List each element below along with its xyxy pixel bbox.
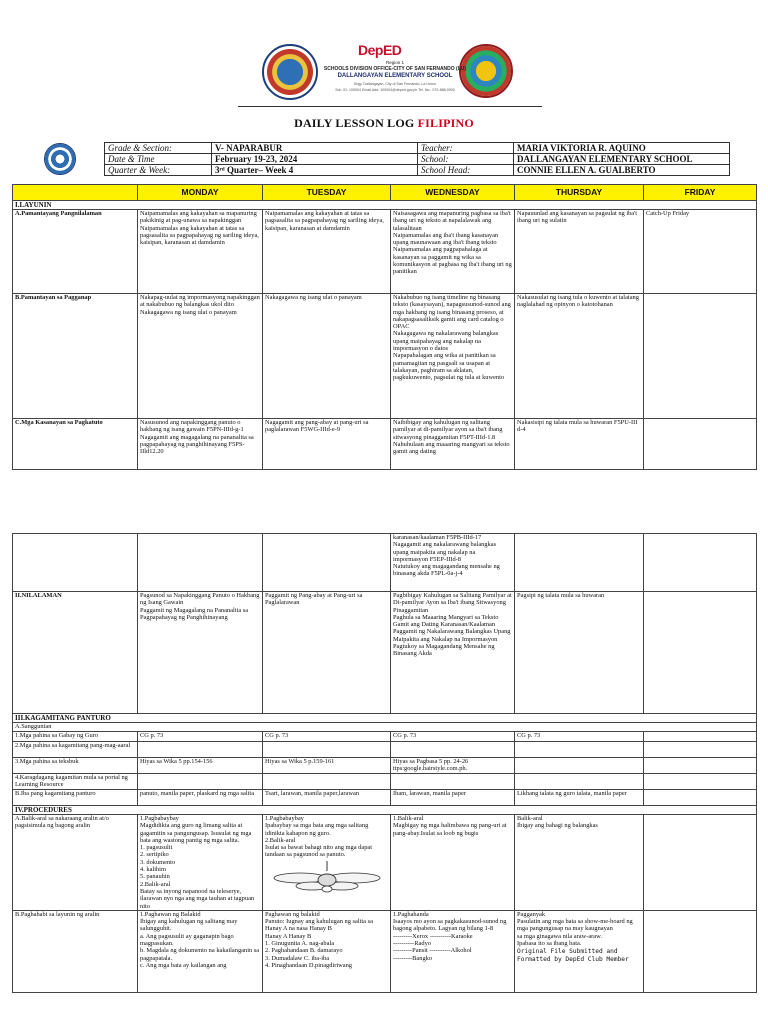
table-row-balik-aral <box>13 815 757 911</box>
ceiling-fan-illustration <box>272 861 382 899</box>
cell-tuesday-text: 1.Pagbabaybay Ipabaybay sa mga bata ang mga salitang idinikta kahapon ng guro. 2.Balik-aral Isulat sa bawat bahagi nito ang mga dapat tandaan sa pagsunod sa panuto. <box>265 815 373 859</box>
row-label: B.Pamantayan sa Pagganap <box>13 294 138 419</box>
info-row <box>105 143 730 154</box>
cell-tuesday: Naipamamalas ang kakayahan at tatas sa pagsasalita sa pagpapahayag ng sariling ideya, kaisipan, karanasan at damdamin <box>263 210 391 294</box>
cell-tuesday <box>263 534 391 592</box>
title-main: DAILY LESSON LOG <box>294 116 415 130</box>
info-row <box>105 165 730 176</box>
cell-thursday <box>515 534 644 592</box>
row-label: II.NILALAMAN <box>13 592 138 714</box>
info-row <box>105 154 730 165</box>
letterhead-address: Brgy. Dallangayan, City of San Fernando, La Union <box>354 82 436 86</box>
cell-tuesday <box>263 742 391 758</box>
cell-monday: CG p. 73 <box>138 732 263 742</box>
info-value: DALLANGAYAN ELEMENTARY SCHOOL <box>514 154 730 165</box>
table-row <box>13 758 757 774</box>
cell-wednesday <box>391 774 515 790</box>
cell-thursday <box>515 774 644 790</box>
table-row <box>13 419 757 470</box>
cell-friday <box>644 815 757 911</box>
row-label: 3.Mga pahina sa teksbuk <box>13 758 138 774</box>
cell-thursday <box>515 758 644 774</box>
table-row <box>13 742 757 758</box>
club-member-stamp: Original File Submitted and Formatted by DepEd Club Member <box>517 948 629 964</box>
cell-wednesday: Hiyas sa Pagbasa 5 pp. 24-26 ttps:google.hairstyle.com.ph. <box>391 758 515 774</box>
table-row <box>13 294 757 419</box>
cell-wednesday: Naisasagawa ang mapanuring pagbasa sa iba't ibang uri ng teksto at napalalawak ang talasalitaan Naipamamalas ang iba't ibang kasanayan upang maunawaan ang iba't ibang teksto Naipamamalas ang pagpapahalaga at kasanayan sa paggamit ng wika sa komunikasyon at pagbasa ng iba't ibang uri ng panitikan <box>391 210 515 294</box>
cell-wednesday: Nakabubuo ng isang timeline ng binasang teksto (kasaysayan), napagsusunod-sunod ang mga hakbang ng isang binasang proseso, at nakapagsasaliksik gamit ang card catalog o OPAC Nakagagawa ng nakalarawang balangkas upang maipahayag ang nakalap na impormasyon o datos Napapahalagan ang wika at panitikan sa pamamagitan ng pasgsali sa usapan at talakayan, paghiram sa aklatan, pagkukuwento, pagsulat ng tula at kuwento <box>391 294 515 419</box>
cell-wednesday: Naibibigay ang kahulugan ng salitang pamilyar at di-pamilyar ayon sa iba't ibang sitwasyong pinaggamitan F5PT-IIId-1.8 Nahuhulaan ang maaaring mangyari sa teksto gamit ang dating <box>391 419 515 470</box>
info-value: CONNIE ELLEN A. GUALBERTO <box>514 165 730 176</box>
cell-friday <box>644 294 757 419</box>
cell-tuesday: CG p. 73 <box>263 732 391 742</box>
section-layunin: I.LAYUNIN <box>13 201 757 210</box>
cell-wednesday: karanasan/kaalaman F5PB-IIId-17 Nagagamit ang nakalarawang balangkas upang maipakita ang nakalap na impormasyon F5EP-IIId-8 Natutukoy ang magagandang mensahe ng binasang akda F5PL-0a-j-4 <box>391 534 515 592</box>
cell-friday <box>644 534 757 592</box>
deped-seal-logo <box>44 143 76 175</box>
row-label <box>13 534 138 592</box>
cell-thursday: CG p. 73 <box>515 732 644 742</box>
info-label: Quarter & Week: <box>105 165 212 176</box>
cell-friday <box>644 732 757 742</box>
cell-thursday-text: Pagganyak Pasulatin ang mga bata sa show-me-board ng mga pangungusap na may kaugnayan sa mga ginagawa nila araw-araw. Ipabasa ito sa ibang bata. <box>517 910 633 948</box>
cell-monday <box>138 742 263 758</box>
table-row-continued <box>13 534 757 592</box>
cell-friday: Catch-Up Friday <box>644 210 757 294</box>
row-label: B.Iba pang kagamitang panturo <box>13 790 138 806</box>
cell-thursday <box>515 742 644 758</box>
letterhead-divider <box>238 106 542 107</box>
cell-thursday: Nakasisipi ng talata mula sa huwaran F5PU-III d-4 <box>515 419 644 470</box>
cell-monday: Hiyas sa Wika 5 pp.154-156 <box>138 758 263 774</box>
info-label: Date & Time <box>105 154 212 165</box>
cell-monday: 1.Paghawan ng Balakid Ibigay ang kahulugan ng salitang may salungguhit. a. Ang pagsusulit ay gaganapin bago magpasukan. b. Magdala ng dokumento na kakailanganin sa pagpapatala. c. Ang mga bata ay kailangan ang <box>138 910 263 992</box>
cell-tuesday: Paggamit ng Pang-abay at Pang-uri sa Paglalarawan <box>263 592 391 714</box>
row-label: A.Pamantayang Pangnilalaman <box>13 210 138 294</box>
table-row <box>13 732 757 742</box>
section-row <box>13 201 757 210</box>
day-header-row <box>13 185 757 201</box>
cell-friday <box>644 790 757 806</box>
cell-friday <box>644 758 757 774</box>
table-row <box>13 790 757 806</box>
row-label: 1.Mga pahina sa Gabay ng Guro <box>13 732 138 742</box>
cell-friday <box>644 592 757 714</box>
day-header-wednesday: WEDNESDAY <box>391 185 515 201</box>
section-procedures: IV.PROCEDURES <box>13 806 757 815</box>
cell-wednesday: CG p. 73 <box>391 732 515 742</box>
cell-tuesday: Nakagagawa ng isang ulat o panayam <box>263 294 391 419</box>
cell-wednesday: Pagbibigay Kahulugan sa Salitang Pamilyar at Di-pamilyar Ayon sa Iba't ibang Sitwasyong Pinaggamitan Paghula sa Maaaring Mangyari sa Teksto Gamit ang Dating Karanasan/Kaalaman Paggamit ng Nakalarawang Balangkas Upang Maipakita ang Nakalap na Impormasyon Pagtukoy sa Magagandang Mensahe ng Binasang Akda <box>391 592 515 714</box>
cell-monday: panuto, manila paper, plaskard ng mga salita <box>138 790 263 806</box>
day-header-tuesday: TUESDAY <box>263 185 391 201</box>
cell-wednesday: 1.Balik-aral Magbigay ng mga halimbawa ng pang-uri at pang-abay.Isulat sa loob ng bugis <box>391 815 515 911</box>
title-subject: FILIPINO <box>417 116 474 130</box>
day-header-monday: MONDAY <box>138 185 263 201</box>
cell-thursday <box>515 910 644 992</box>
letterhead-contact: Sch. ID: 100004 Email Add: 100004@deped.gov.ph Tel. No.: 072-888-0000 <box>335 88 455 92</box>
section-row <box>13 806 757 815</box>
table-row <box>13 723 757 732</box>
table-row <box>13 210 757 294</box>
cell-thursday: Balik-aral Ibigay ang bahagi ng balangkas <box>515 815 644 911</box>
row-label: A.Balik-aral sa nakaraang aralin at/o pagsisimula ng bagong aralin <box>13 815 138 911</box>
cell-tuesday: Hiyas sa Wika 5 p.159-161 <box>263 758 391 774</box>
table-row-nilalaman <box>13 592 757 714</box>
cell-monday <box>138 774 263 790</box>
day-header-friday: FRIDAY <box>644 185 757 201</box>
section-kagamitan: III.KAGAMITANG PANTURO <box>13 714 757 723</box>
cell-monday: Nasusunod ang napakinggang panuto o hakbang ng isang gawain F5PN-IIId-g-1 Nagagamit ang magagalang na pananalita sa pagpapahayag ng panghihinayang F5PS-IIld12.20 <box>138 419 263 470</box>
info-value: February 19-23, 2024 <box>212 154 418 165</box>
cell-thursday: Pagsipi ng talata mula sa huwaran <box>515 592 644 714</box>
letterhead-region: Region 1 <box>385 60 404 65</box>
info-value: V- NAPARABUR <box>212 143 418 154</box>
cell-monday <box>138 534 263 592</box>
cell-thursday: Likhang talata ng guro talata, manila paper <box>515 790 644 806</box>
info-value: MARIA VIKTORIA R. AQUINO <box>514 143 730 154</box>
cell-tuesday: Tsart, larawan, manila paper,larawan <box>263 790 391 806</box>
row-label: C.Mga Kasanayan sa Pagkatuto <box>13 419 138 470</box>
info-value: 3ʳᵈ Quarter– Week 4 <box>212 165 418 176</box>
lesson-table-objectives <box>12 184 757 470</box>
info-label: Grade & Section: <box>105 143 212 154</box>
cell-monday: Nakapag-uulat ng impormasyong napakinggan at nakabubuo ng balangkas ukol dito Nakagagawa ng isang ulat o panayam <box>138 294 263 419</box>
day-header-blank <box>13 185 138 201</box>
table-row-paghahabi <box>13 910 757 992</box>
letterhead <box>0 0 768 112</box>
cell-monday: Pagsunod sa Napakinggang Panuto o Hakbang ng Isang Gawain Paggamit ng Magagalang na Pananalita sa Pagpapahayag ng Panghihinayang <box>138 592 263 714</box>
cell-thursday: Nakasusulat ng isang tula o kuwento at talatang naglalahad ng opinyon o katotohanan <box>515 294 644 419</box>
row-label-sanggunian: A.Sanggunian <box>13 723 757 732</box>
table-row <box>13 774 757 790</box>
cell-friday <box>644 742 757 758</box>
cell-tuesday <box>263 774 391 790</box>
row-label: B.Paghahabi sa layunin ng aralin <box>13 910 138 992</box>
letterhead-school-name: DALLANGAYAN ELEMENTARY SCHOOL <box>337 73 453 79</box>
row-label: 4.Karagdagang kagamitan mula sa portal ng Learning Resource <box>13 774 138 790</box>
cell-monday: Naipamamalas ang kakayahan sa mapanuring pakikinig at pag-unawa sa napakinggan Naipamamalas ang kakayahan at tatas sa pagsasalita sa pagpapahayag ng sariling ideya, kaisipan, karanasan at damdamin <box>138 210 263 294</box>
deped-logo: DepED <box>358 42 402 58</box>
row-label: 2.Mga pahina sa kagamitang pang-mag-aaral <box>13 742 138 758</box>
cell-tuesday: Nagagamit ang pang-abay at pang-uri sa paglalarawan F5WG-IIId-e-9 <box>263 419 391 470</box>
day-header-thursday: THURSDAY <box>515 185 644 201</box>
info-table <box>104 142 730 176</box>
section-row <box>13 714 757 723</box>
cell-monday: 1.Pagbabaybay Magdidikta ang guro ng limang salita at gagamitin sa pangungusap. Isusulat ng mga bata ang wastong pantig ng mga salita. 1. pagsusulit 2. sertipiko 3. dokumento 4. kalihim 5. panauhin 2.Balik-aral Batay sa inyong napanood na teleserye, ilarawan nyo nga ang mga tauhan at tagpuan nito <box>138 815 263 911</box>
info-label: School: <box>418 154 514 165</box>
lesson-table-content <box>12 533 757 993</box>
cell-thursday: Napauunlad ang kasanayan sa pagsulat ng iba't ibang uri ng sulatin <box>515 210 644 294</box>
info-label: School Head: <box>418 165 514 176</box>
info-label: Teacher: <box>418 143 514 154</box>
cell-wednesday <box>391 742 515 758</box>
cell-tuesday: Paghawan ng balakid Panuto: Iugnay ang kahulugan ng salita sa Hanay A na nasa Hanay B Hanay A Hanay B 1. Ginugunita A. nag-abala 2. Paghahandaan B. damarayo 3. Dumadalaw C. iba-iba 4. Pinaghandaan D.pinagdiriwang <box>263 910 391 992</box>
cell-friday <box>644 419 757 470</box>
cell-wednesday: Iham, larawan, manila paper <box>391 790 515 806</box>
cell-friday <box>644 774 757 790</box>
letterhead-division: SCHOOLS DIVISION OFFICE-CITY OF SAN FERNANDO (LU) <box>323 66 467 72</box>
cell-tuesday <box>263 815 391 911</box>
cell-friday <box>644 910 757 992</box>
document-title <box>0 116 768 131</box>
cell-wednesday: 1.Paghahanda Isaayos mo ayon sa pagkakasunod-sunod ng bagong alpabeto. Lagyan ng bilang 1-8 ---------Xerox ----------Karaoke ----------Radyo ---------Pansit ----------Alkohol ---------Bangko <box>391 910 515 992</box>
